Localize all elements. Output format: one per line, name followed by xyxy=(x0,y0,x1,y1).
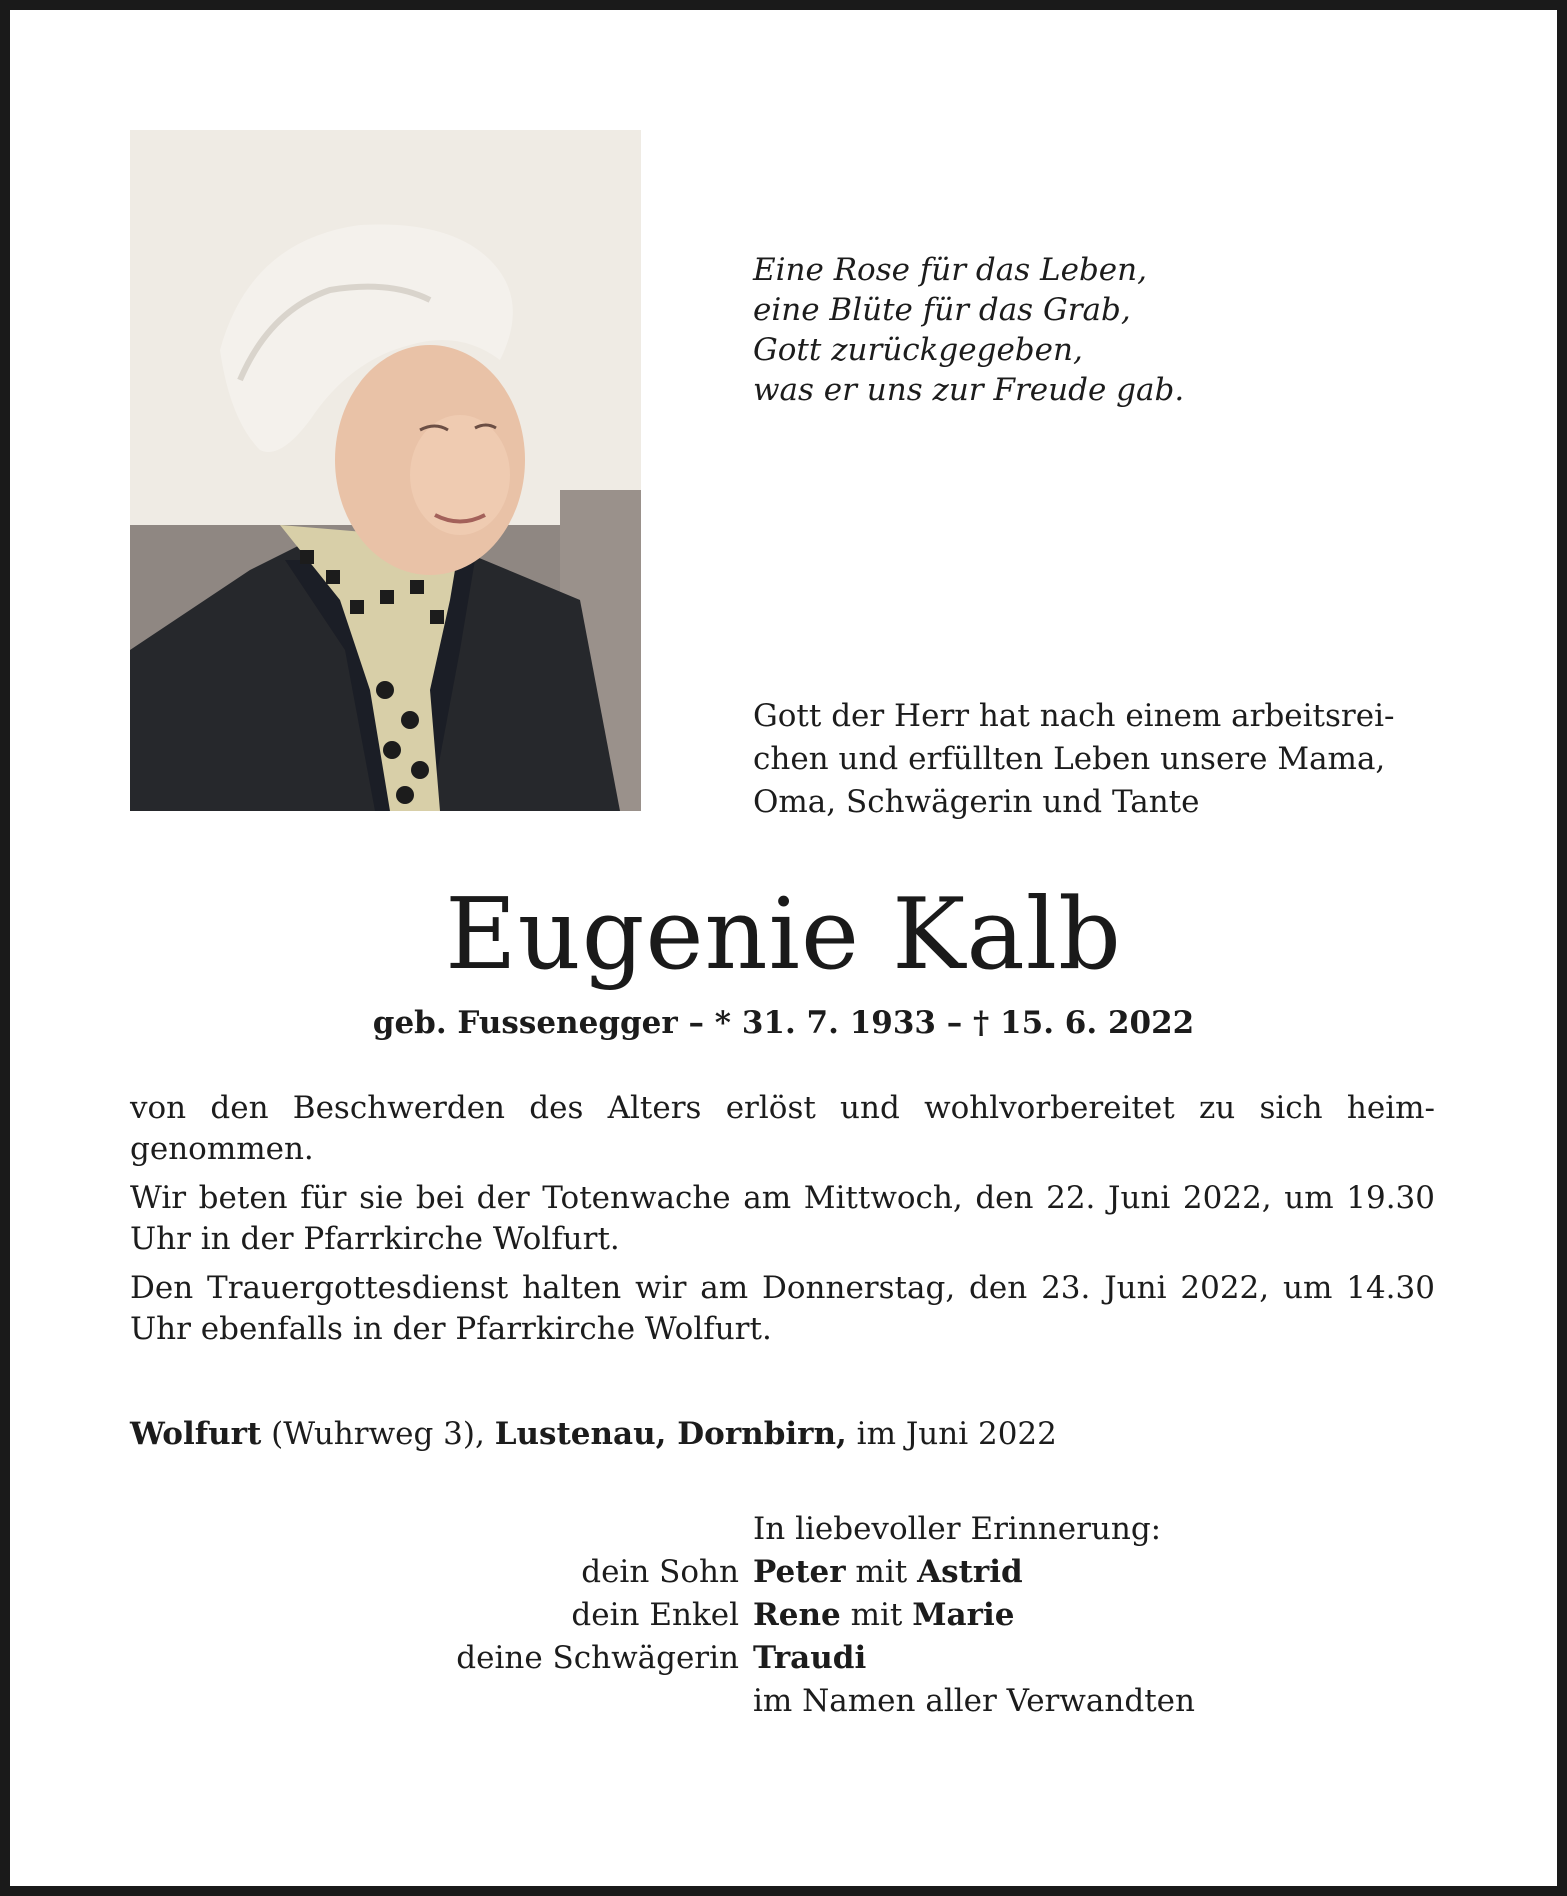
intro-line: Oma, Schwägerin und Tante xyxy=(753,784,1200,820)
family-relation: deine Schwägerin xyxy=(456,1640,739,1676)
family-name: Traudi xyxy=(753,1640,867,1676)
poem-line: Eine Rose für das Leben, xyxy=(753,252,1147,288)
family-name: Peter xyxy=(753,1554,846,1590)
family-with: mit xyxy=(845,1554,918,1590)
service-details xyxy=(130,1088,1435,1358)
portrait-illustration xyxy=(130,130,641,811)
family-list xyxy=(10,1551,1557,1680)
family-partner: Astrid xyxy=(917,1554,1023,1590)
place-town: Wolfurt xyxy=(130,1416,262,1452)
family-relation: dein Enkel xyxy=(571,1597,739,1633)
poem-line: was er uns zur Freude gab. xyxy=(753,372,1185,408)
place-address: (Wuhrweg 3), xyxy=(261,1416,495,1452)
obituary-page xyxy=(10,10,1557,1886)
closing-line: im Namen aller Verwandten xyxy=(753,1683,1195,1719)
birth-death-line: geb. Fussenegger – * 31. 7. 1933 – † 15. 6. 2022 xyxy=(372,1005,1195,1041)
family-row xyxy=(10,1594,1557,1637)
place-date: im Juni 2022 xyxy=(846,1416,1057,1452)
family-partner: Marie xyxy=(912,1597,1015,1633)
intro-text xyxy=(753,695,1453,824)
body-paragraph: Wir beten für sie bei der Totenwache am Mittwoch, den 22. Juni 2022, um 19.30 Uhr in der Pfarrkirche Wolfurt. xyxy=(130,1180,1435,1257)
intro-line: Gott der Herr hat nach einem arbeitsrei- xyxy=(753,698,1395,734)
family-name: Rene xyxy=(753,1597,841,1633)
poem-line: eine Blüte für das Grab, xyxy=(753,292,1131,328)
poem-line: Gott zurückgegeben, xyxy=(753,332,1083,368)
place-towns: Lustenau, Dornbirn, xyxy=(494,1416,847,1452)
place-date-line xyxy=(130,1414,1435,1455)
poem xyxy=(753,250,1313,410)
memory-heading: In liebevoller Erinnerung: xyxy=(753,1511,1162,1547)
body-paragraph: von den Beschwerden des Alters erlöst und wohlvorbereitet zu sich heimgenommen. xyxy=(130,1090,1435,1167)
family-with: mit xyxy=(840,1597,913,1633)
intro-line: chen und erfüllten Leben unsere Mama, xyxy=(753,741,1386,777)
family-row xyxy=(10,1551,1557,1594)
family-relation: dein Sohn xyxy=(581,1554,739,1590)
family-row xyxy=(10,1637,1557,1680)
portrait-photo xyxy=(130,130,641,811)
body-paragraph: Den Trauergottesdienst halten wir am Donnerstag, den 23. Juni 2022, um 14.30 Uhr ebenfalls in der Pfarrkirche Wolfurt. xyxy=(130,1270,1435,1347)
deceased-name: Eugenie Kalb xyxy=(445,878,1122,992)
